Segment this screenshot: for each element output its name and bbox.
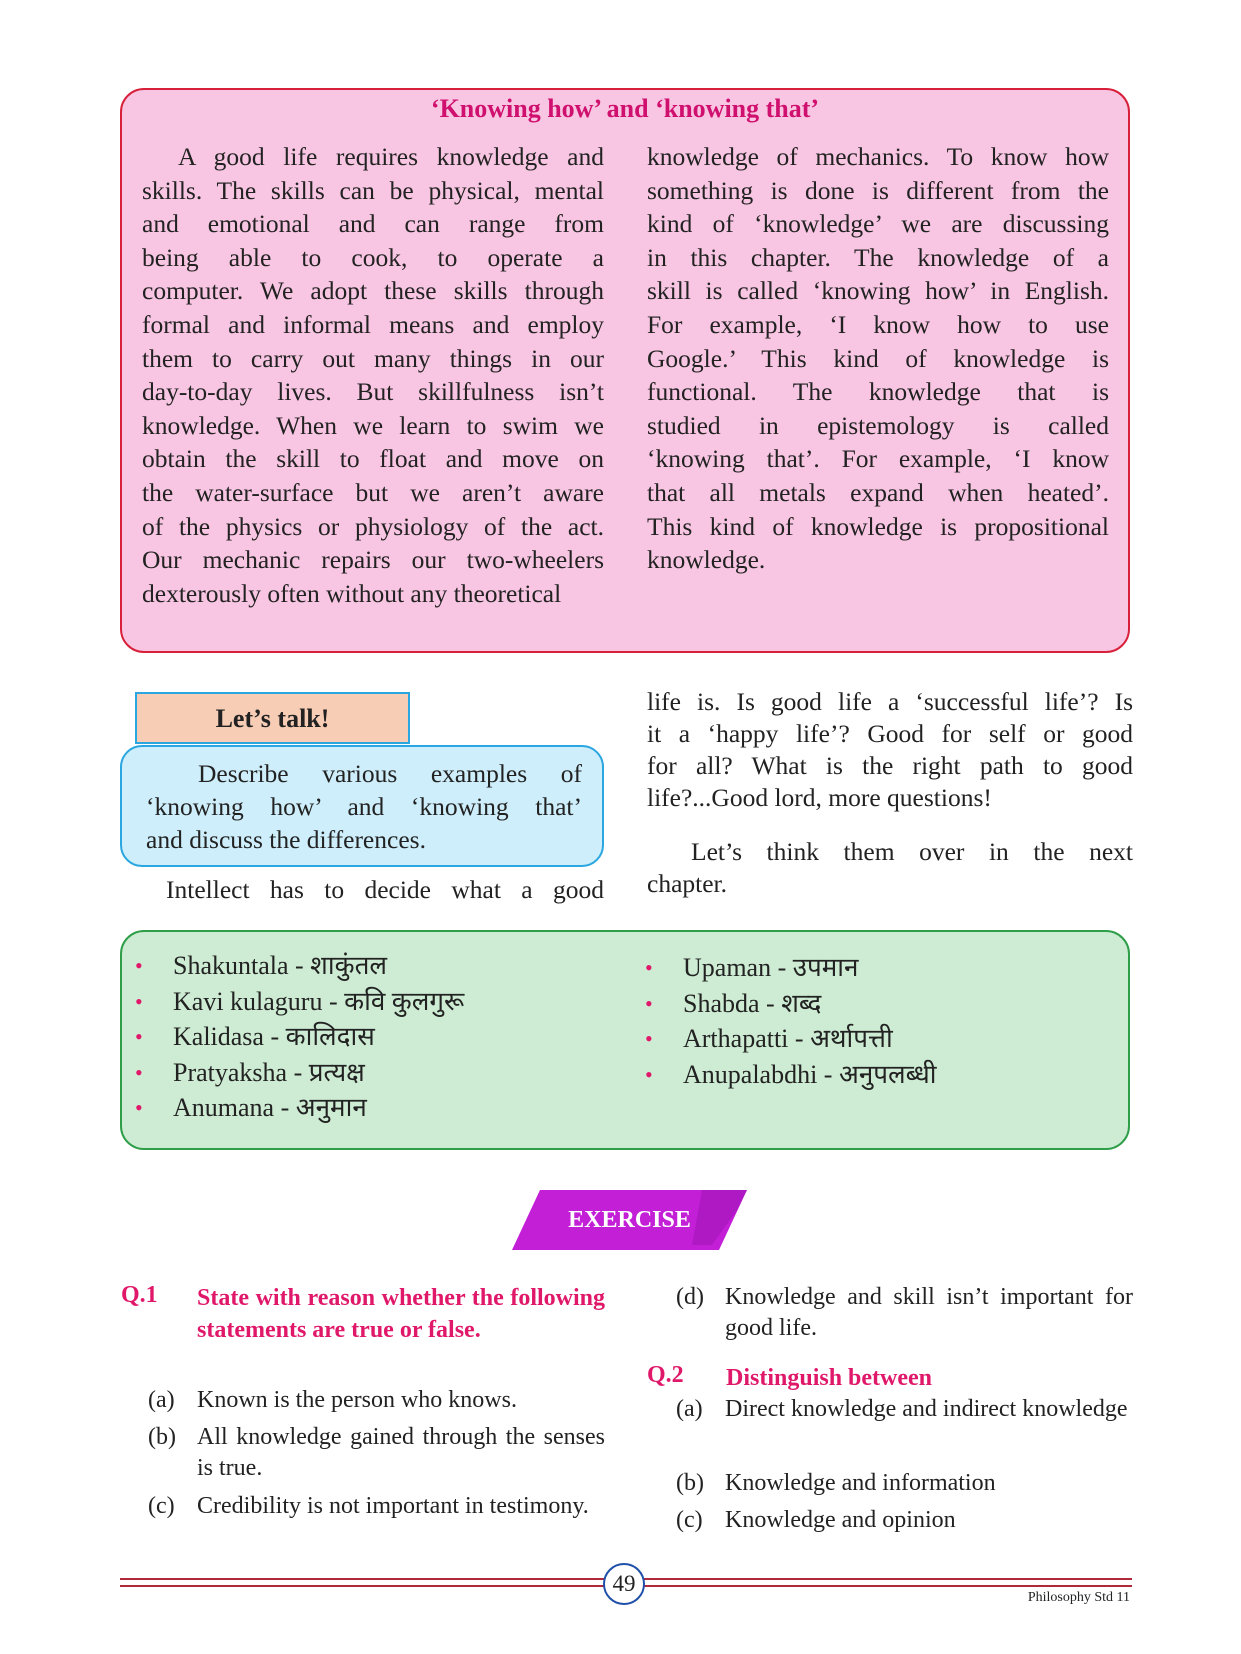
box-left-column [142, 140, 604, 610]
text-line: Google.’ This kind of knowledge is [647, 343, 1109, 373]
bullet-icon: • [135, 1095, 143, 1120]
text-line: life is. Is good life a ‘successful life’? Is [647, 687, 1133, 716]
q1-item-d [676, 1282, 1136, 1346]
bullet-icon: • [645, 990, 653, 1016]
text-line: being able to cook, to operate a [142, 242, 604, 272]
text-line: A good life requires knowledge and [178, 142, 604, 171]
glossary-item [135, 1055, 595, 1091]
lets-talk-label: Let’s talk! [135, 692, 410, 744]
text-line: Our mechanic repairs our two-wheelers [142, 545, 604, 575]
text-line: dexterously often without any theoretical [142, 578, 562, 608]
text-line: life?...Good lord, more questions! [647, 783, 992, 812]
glossary-list-left [135, 948, 595, 1126]
item-label: (c) [676, 1507, 703, 1533]
q2-item-a [676, 1394, 1136, 1458]
text-line: skill is called ‘knowing how’ in English. [647, 276, 1109, 306]
text-line: ‘knowing that’. For example, ‘I know [647, 444, 1109, 474]
glossary-term: Anupalabdhi - अनुपलब्धी [683, 1059, 937, 1089]
text-line: studied in epistemology is called [647, 410, 1109, 440]
q1-number: Q.1 [121, 1282, 158, 1308]
glossary-term: Anumana - अनुमान [173, 1093, 367, 1122]
q1-text: State with reason whether the following statements are true or false. [197, 1285, 605, 1343]
item-text: Knowledge and information [725, 1470, 996, 1496]
box-right-column [647, 140, 1109, 577]
text-line: for all? What is the right path to good [647, 751, 1133, 780]
box-title: ‘Knowing how’ and ‘knowing that’ [430, 94, 820, 123]
text-line: something is done is different from the [647, 175, 1109, 205]
exercise-banner [512, 1190, 747, 1250]
bullet-icon: • [645, 1061, 653, 1087]
q1-item-c [148, 1491, 608, 1555]
bullet-icon: • [135, 1059, 143, 1085]
text-line: skills. The skills can be physical, mental [142, 175, 604, 205]
item-text: Direct knowledge and indirect knowledge [725, 1396, 1128, 1422]
text-line: functional. The knowledge that is [647, 377, 1109, 407]
text-line: formal and informal means and employ [142, 309, 604, 339]
bullet-icon: • [645, 955, 653, 980]
glossary-item [645, 986, 1105, 1022]
item-text: Credibility is not important in testimony. [197, 1493, 589, 1519]
bullet-icon: • [135, 1024, 143, 1049]
glossary-term: Shakuntala - शाकुंतल [173, 951, 388, 980]
exercise-label: EXERCISE [568, 1207, 691, 1233]
talk-line: Describe various examples of [198, 759, 582, 788]
glossary-item [645, 950, 1105, 986]
item-label: (d) [676, 1284, 704, 1310]
text-line: them to carry out many things in our [142, 343, 604, 373]
text-line: kind of ‘knowledge’ we are discussing [647, 209, 1109, 239]
item-text: All knowledge gained through the senses is true. [197, 1424, 605, 1481]
glossary-item [135, 1019, 595, 1055]
item-text: Knowledge and opinion [725, 1507, 956, 1533]
bullet-icon: • [135, 988, 143, 1014]
glossary-item [135, 984, 595, 1020]
item-label: (a) [676, 1396, 703, 1422]
text-line: in this chapter. The knowledge of a [647, 242, 1109, 272]
glossary-item [135, 948, 595, 984]
item-label: (b) [676, 1470, 704, 1496]
glossary-term: Kavi kulaguru - कवि कुलगुरू [173, 986, 465, 1016]
text-line: the water-surface but we aren’t aware [142, 477, 604, 507]
glossary-item [135, 1090, 595, 1126]
q2-number: Q.2 [647, 1362, 684, 1388]
text-line: day-to-day lives. But skillfulness isn’t [142, 377, 604, 407]
q1-item-a [148, 1385, 608, 1419]
glossary-term: Shabda - शब्द [683, 988, 822, 1018]
talk-line: and discuss the differences. [146, 825, 426, 854]
talk-line: ‘knowing how’ and ‘knowing that’ [146, 792, 582, 821]
glossary-term: Arthapatti - अर्थापत्ती [683, 1024, 893, 1053]
book-title: Philosophy Std 11 [1027, 1590, 1130, 1605]
item-label: (a) [148, 1387, 175, 1413]
glossary-term: Upaman - उपमान [683, 953, 859, 982]
q2-item-c [676, 1505, 1136, 1539]
glossary-item [645, 1057, 1105, 1093]
text-line: that all metals expand when heated’. [647, 477, 1109, 507]
bullet-icon: • [645, 1026, 653, 1051]
item-label: (b) [148, 1424, 176, 1450]
text-line: computer. We adopt these skills through [142, 276, 604, 306]
q1-item-b [148, 1422, 608, 1486]
text-line: Let’s think them over in the next [691, 837, 1133, 866]
intellect-paragraph: Intellect has to decide what a good [166, 875, 604, 904]
text-line: knowledge of mechanics. To know how [647, 142, 1109, 171]
text-line: knowledge. When we learn to swim we [142, 410, 604, 440]
glossary-term: Pratyaksha - प्रत्यक्ष [173, 1057, 365, 1087]
q2-item-b [676, 1468, 1136, 1502]
item-text: Knowledge and skill isn’t important for good life. [725, 1284, 1133, 1341]
text-line: of the physics or physiology of the act. [142, 511, 604, 541]
text-line: This kind of knowledge is propositional [647, 511, 1109, 541]
glossary-list-right [645, 950, 1105, 1092]
page-number: 49 [603, 1563, 645, 1605]
glossary-term: Kalidasa - कालिदास [173, 1022, 375, 1051]
text-line: chapter. [647, 869, 727, 898]
lets-talk-box [120, 745, 604, 867]
glossary-item [645, 1021, 1105, 1057]
bullet-icon: • [135, 953, 143, 978]
text-line: knowledge. [647, 545, 766, 575]
text-line: and emotional and can range from [142, 209, 604, 239]
item-label: (c) [148, 1493, 175, 1519]
q2-text: Distinguish between [726, 1365, 933, 1391]
text-line: obtain the skill to float and move on [142, 444, 604, 474]
next-chapter-paragraph [647, 836, 1133, 900]
good-life-paragraph [647, 686, 1133, 814]
text-line: it a ‘happy life’? Good for self or good [647, 719, 1133, 748]
item-text: Known is the person who knows. [197, 1387, 517, 1413]
text-line: For example, ‘I know how to use [647, 309, 1109, 339]
